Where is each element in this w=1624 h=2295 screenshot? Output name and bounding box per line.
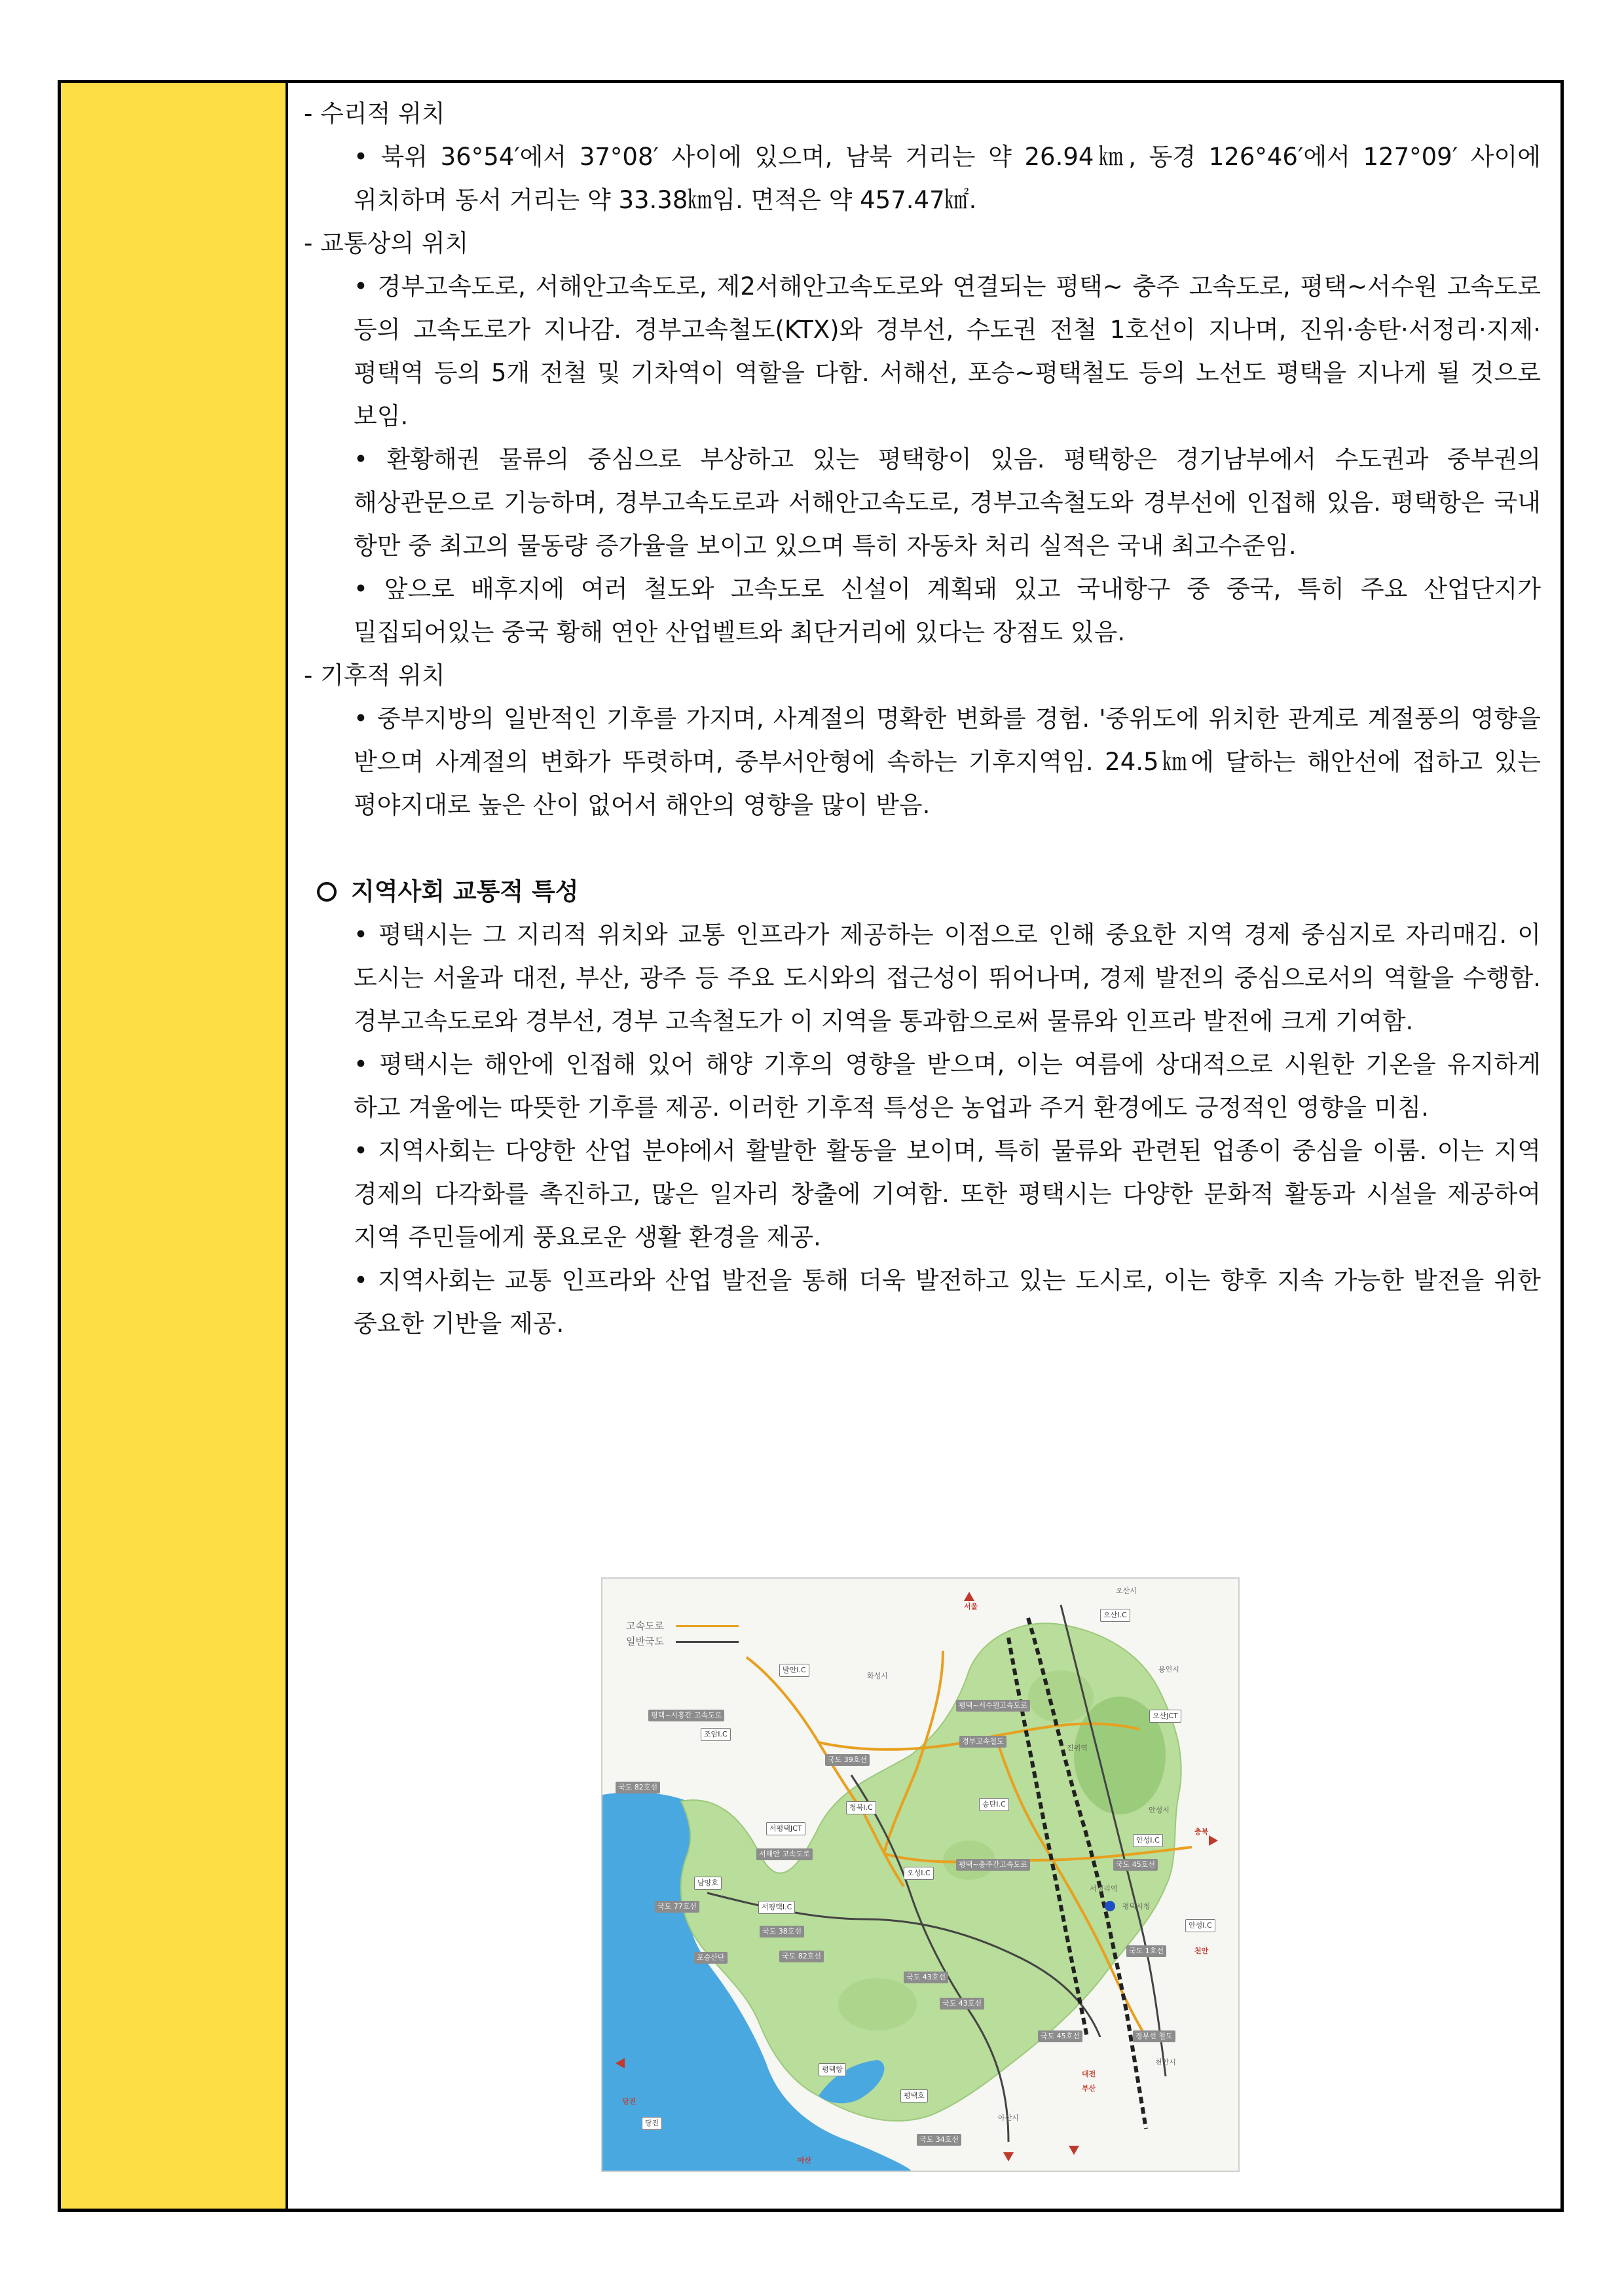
map-label-anseong-ic2: 안성I.C xyxy=(1185,1919,1215,1932)
legend-highway xyxy=(626,1618,739,1634)
map-label-balan-ic: 발안I.C xyxy=(779,1664,809,1677)
map-label-dangjin: 당진 xyxy=(622,2097,637,2106)
map-label-route34: 국도 34호선 xyxy=(917,2134,961,2146)
map-label-asan: 아산 xyxy=(798,2156,812,2165)
map-label-route77: 국도 77호선 xyxy=(655,1901,699,1913)
map-label-hwaseong: 화성시 xyxy=(867,1672,888,1680)
map-label-busan: 부산 xyxy=(1082,2084,1096,2093)
map-label-osan-city: 오산시 xyxy=(1116,1587,1137,1595)
label-column xyxy=(61,83,288,2209)
bullet-traffic-2: • 환황해권 물류의 중심으로 부상하고 있는 평택항이 있음. 평택항은 경기남부에서 수도권과 중부권의 해상관문으로 기능하며, 경부고속도로과 서해안고속도로, 경부고속철도와 경부선에 인접해 있음. 평택항은 국내 항만 중 최고의 물동량 증가율을 보이고 있으며 특히 자동차 처리 실적은 국내 최고수준임. xyxy=(354,445,1541,560)
section-heading-traffic: - 교통상의 위치 xyxy=(304,229,469,257)
map-label-jodeok-ic: 조암I.C xyxy=(701,1728,731,1741)
bullet-traffic-3: • 앞으로 배후지에 여러 철도와 고속도로 신설이 계획돼 있고 국내항구 중 중국, 특히 주요 산업단지가 밀집되어있는 중국 황해 연안 산업벨트와 최단거리에 있다는 장점도 있음. xyxy=(354,575,1541,646)
map-label-pyeongtaek-city: 평택시청 xyxy=(1122,1902,1151,1911)
map-label-cheonan-city: 천안시 xyxy=(1155,2058,1176,2066)
pyeongtaek-traffic-map xyxy=(601,1577,1240,2172)
legend-national-road xyxy=(626,1634,739,1649)
bullet-community-2: • 평택시는 해안에 인접해 있어 해양 기후의 영향을 받으며, 이는 여름에 상대적으로 시원한 기온을 유지하게 하고 겨울에는 따뜻한 기후를 제공. 이러한 기후적 특성은 농업과 주거 환경에도 긍정적인 영향을 미침. xyxy=(354,1050,1541,1122)
bullet-traffic-1: • 경부고속도로, 서해안고속도로, 제2서해안고속도로와 연결되는 평택~ 충주 고속도로, 평택~서수원 고속도로 등의 고속도로가 지나감. 경부고속철도(KTX)와 경부선, 수도권 전철 1호선이 지나며, 진위·송탄·서정리·지제·평택역 등의 5개 전철 및 기차역이 역할을 다함. 서해선, 포승~평택철도 등의 노선도 평택을 지나게 될 것으로 보임. xyxy=(354,272,1541,430)
map-label-gyeongbu-ktx: 경부고속철도 xyxy=(959,1736,1006,1748)
map-label-route1: 국도 1호선 xyxy=(1126,1945,1166,1957)
map-label-osan-jct: 오산JCT xyxy=(1149,1710,1181,1723)
map-label-jinwi: 진위역 xyxy=(1067,1744,1088,1752)
map-label-route82b: 국도 82호선 xyxy=(779,1951,824,1962)
circle-bullet-icon xyxy=(317,882,337,902)
section-heading-geo: - 수리적 위치 xyxy=(304,100,445,128)
map-label-osan-ic: 오산I.C xyxy=(1100,1609,1130,1622)
bullet-community-1: • 평택시는 그 지리적 위치와 교통 인프라가 제공하는 이점으로 인해 중요한 지역 경제 중심지로 자리매김. 이 도시는 서울과 대전, 부산, 광주 등 주요 도시와의 접근성이 뛰어나며, 경제 발전의 중심으로서의 역할을 수행함. 경부고속도로와 경부선, 경부 고속철도가 이 지역을 통과함으로써 물류와 인프라 발전에 크게 기여함. xyxy=(354,921,1541,1035)
map-label-route38: 국도 38호선 xyxy=(760,1926,804,1937)
map-label-pyeongtaek-chungju: 평택~충주간고속도로 xyxy=(956,1859,1030,1871)
map-label-dangjin2: 당진 xyxy=(642,2117,662,2130)
map-label-chungbuk: 충북 xyxy=(1194,1827,1209,1836)
map-legend xyxy=(626,1618,739,1649)
map-label-anseong-ic: 안성I.C xyxy=(1133,1834,1163,1847)
map-label-seohaean-exp: 서해안 고속도로 xyxy=(756,1848,813,1860)
map-label-cheonan: 천안 xyxy=(1194,1947,1209,1955)
community-heading-text: 지역사회 교통적 특성 xyxy=(351,877,579,906)
map-label-poseung: 포승산단 xyxy=(694,1952,728,1964)
section-heading-climate: - 기후적 위치 xyxy=(304,661,445,689)
bullet-climate-1: • 중부지방의 일반적인 기후를 가지며, 사계절의 명확한 변화를 경험. '중위도에 위치한 관계로 계절풍의 영향을 받으며 사계절의 변화가 뚜렷하며, 중부서안형에 속하는 기후지역임. 24.5㎞에 달하는 해안선에 접하고 있는 평야지대로 높은 산이 없어서 해안의 영향을 많이 받음. xyxy=(354,705,1541,819)
map-label-osong-ic: 오성I.C xyxy=(904,1867,934,1880)
map-label-seopyeongtaek-jct2: 평택~서수원고속도로 xyxy=(956,1700,1030,1712)
map-label-pyeongtaek-siheung: 평택~시흥간 고속도로 xyxy=(648,1710,724,1721)
map-label-cheongbuk-ic: 청북I.C xyxy=(846,1801,876,1814)
legend-highway-swatch xyxy=(676,1625,739,1627)
community-heading xyxy=(304,870,1541,913)
map-label-route82: 국도 82호선 xyxy=(616,1782,660,1793)
map-label-daejeon: 대전 xyxy=(1082,2070,1096,2078)
bullet-community-3: • 지역사회는 다양한 산업 분야에서 활발한 활동을 보이며, 특히 물류와 관련된 업종이 중심을 이룸. 이는 지역 경제의 다각화를 촉진하고, 많은 일자리 창출에 기여함. 또한 평택시는 다양한 문화적 활동과 시설을 제공하여 지역 주민들에게 풍요로운 생활 환경을 제공. xyxy=(354,1137,1541,1251)
map-label-pyeongtaek-port: 평택항 xyxy=(819,2063,846,2076)
map-label-yongin: 용인시 xyxy=(1158,1665,1179,1674)
map-label-route45b: 국도 45호선 xyxy=(1038,2030,1082,2042)
map-label-route43: 국도 43호선 xyxy=(904,1972,948,1983)
arrow-north xyxy=(964,1592,974,1601)
map-label-osong-ic2: 송탄I.C xyxy=(979,1798,1009,1811)
map-label-seopyeongtaek-jct: 서평택JCT xyxy=(766,1822,805,1835)
map-label-asan-city: 아산시 xyxy=(998,2114,1019,2122)
map-label-route43b: 국도 43호선 xyxy=(940,1998,984,2010)
content-column xyxy=(288,83,1560,2209)
map-label-namyang: 남양호 xyxy=(694,1877,722,1890)
map-label-route39: 국도 39호선 xyxy=(825,1754,870,1766)
bullet-community-4: • 지역사회는 교통 인프라와 산업 발전을 통해 더욱 발전하고 있는 도시로, 이는 향후 지속 가능한 발전을 위한 중요한 기반을 제공. xyxy=(354,1266,1541,1338)
map-label-pyeongtaek-ho: 평택호 xyxy=(900,2089,928,2102)
arrow-south xyxy=(1003,2152,1014,2161)
spacer xyxy=(304,827,1541,870)
legend-national-road-label: 일반국도 xyxy=(626,1636,664,1647)
city-hall-marker xyxy=(1105,1901,1115,1911)
map-label-gyeongbu-line: 경부선 철도 xyxy=(1133,2030,1175,2042)
bullet-geo-1: • 북위 36°54′에서 37°08′ 사이에 있으며, 남북 거리는 약 26.94㎞, 동경 126°46′에서 127°09′ 사이에 위치하며 동서 거리는 약 33.38㎞임. 면적은 약 457.47㎢. xyxy=(354,143,1541,214)
map-hill xyxy=(838,1978,917,2030)
map-label-seojeong: 서정리역 xyxy=(1090,1884,1118,1893)
legend-national-road-swatch xyxy=(676,1641,739,1643)
page-frame xyxy=(58,80,1564,2212)
map-label-seoul: 서울 xyxy=(964,1602,978,1611)
map-label-anseong: 안성시 xyxy=(1149,1806,1170,1814)
map-label-route45: 국도 45호선 xyxy=(1113,1859,1158,1871)
legend-highway-label: 고속도로 xyxy=(626,1620,664,1632)
map-label-seopyeongtaek-ic: 서평택I.C xyxy=(758,1901,795,1914)
arrow-south xyxy=(1069,2146,1079,2155)
